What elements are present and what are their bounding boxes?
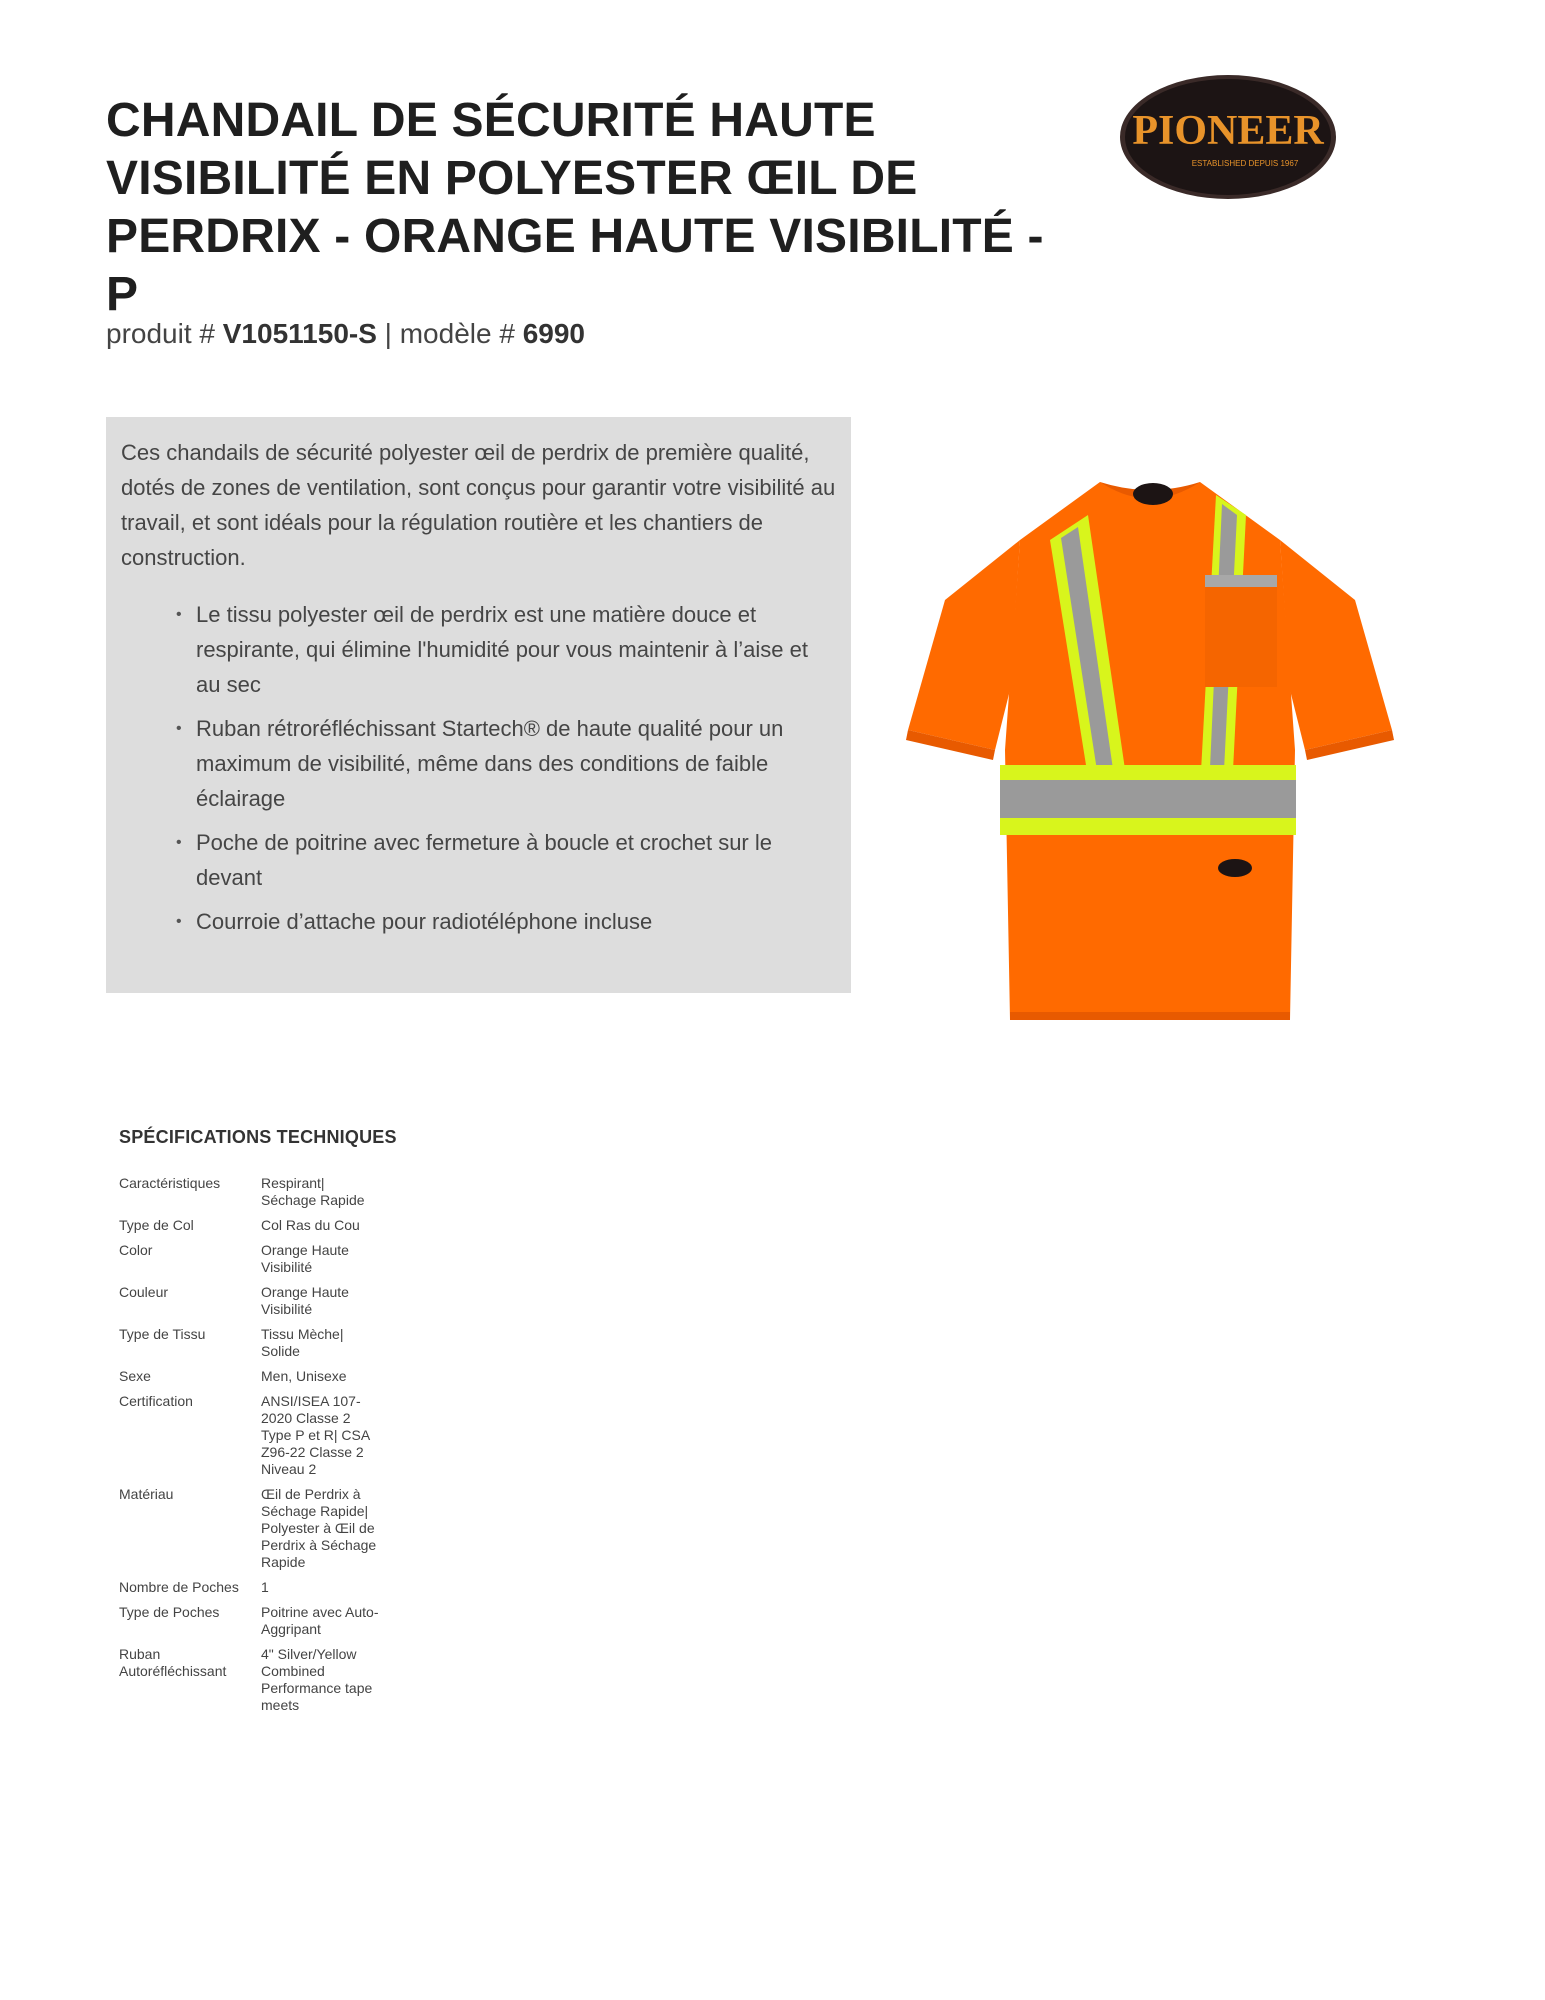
- list-item: [176, 825, 826, 895]
- table-row: [119, 1393, 383, 1486]
- spec-label: Sexe: [119, 1368, 151, 1384]
- table-row: [119, 1579, 383, 1604]
- spec-value: 4" Silver/Yellow Combined Performance tape meets: [261, 1646, 373, 1713]
- spec-value: 1: [261, 1579, 269, 1595]
- spec-label: Matériau: [119, 1486, 174, 1502]
- list-item: [176, 711, 826, 816]
- spec-label: Couleur: [119, 1284, 169, 1300]
- spec-label: Color: [119, 1242, 153, 1258]
- table-row: [119, 1284, 383, 1326]
- model-label: modèle #: [399, 318, 515, 349]
- description-box: [106, 417, 851, 993]
- table-row: [119, 1368, 383, 1393]
- table-row: [119, 1242, 383, 1284]
- table-row: [119, 1175, 383, 1217]
- specs-table: [119, 1175, 383, 1722]
- list-item: [176, 597, 826, 702]
- list-item: [176, 904, 826, 939]
- table-row: [119, 1646, 383, 1722]
- spec-value: Respirant| Séchage Rapide: [261, 1175, 365, 1208]
- feature-text: Poche de poitrine avec fermeture à boucle et crochet sur le devant: [196, 830, 772, 890]
- separator: |: [384, 318, 392, 349]
- logo-tagline: ESTABLISHED DEPUIS 1967: [1191, 159, 1299, 168]
- table-row: [119, 1326, 383, 1368]
- page-title: CHANDAIL DE SÉCURITÉ HAUTE VISIBILITÉ EN POLYESTER ŒIL DE PERDRIX - ORANGE HAUTE VISIBILITÉ - P: [106, 94, 1044, 321]
- spec-value: Poitrine avec Auto-Aggripant: [261, 1604, 379, 1637]
- spec-label: Certification: [119, 1393, 193, 1409]
- table-row: [119, 1217, 383, 1242]
- feature-text: Courroie d’attache pour radiotéléphone incluse: [196, 909, 653, 934]
- product-info-line: [106, 318, 585, 350]
- spec-value: Tissu Mèche| Solide: [261, 1326, 344, 1359]
- pioneer-logo-icon: [1117, 72, 1339, 202]
- product-label: produit #: [106, 318, 215, 349]
- product-image: [900, 460, 1400, 1030]
- model-number: 6990: [522, 318, 585, 349]
- hi-vis-shirt-image: [900, 460, 1400, 1030]
- specs-title: SPÉCIFICATIONS TECHNIQUES: [119, 1127, 397, 1147]
- feature-list: [176, 597, 826, 948]
- spec-value: Men, Unisexe: [261, 1368, 347, 1384]
- feature-text: Le tissu polyester œil de perdrix est une matière douce et respirante, qui élimine l'humidité pour vous maintenir à l’aise et au sec: [196, 602, 808, 697]
- spec-value: Orange Haute Visibilité: [261, 1242, 349, 1275]
- product-number: V1051150-S: [222, 318, 377, 349]
- spec-value: Œil de Perdrix à Séchage Rapide| Polyester à Œil de Perdrix à Séchage Rapide: [261, 1486, 377, 1570]
- spec-label: Ruban Autoréfléchissant: [119, 1646, 227, 1679]
- bullet-icon: •: [176, 834, 182, 851]
- logo-brand-text: PIONEER: [1132, 108, 1324, 154]
- feature-text: Ruban rétroréfléchissant Startech® de haute qualité pour un maximum de visibilité, même dans des conditions de faible éclairage: [196, 716, 784, 811]
- spec-label: Type de Tissu: [119, 1326, 206, 1342]
- bullet-icon: •: [176, 913, 182, 930]
- table-row: [119, 1486, 383, 1579]
- description-intro: Ces chandails de sécurité polyester œil de perdrix de première qualité, dotés de zones de ventilation, sont conçus pour garantir votre visibilité au travail, et sont idéals pour la régulation routière et les chantiers de construction.: [121, 440, 836, 570]
- pioneer-logo: [1117, 72, 1339, 202]
- spec-value: Col Ras du Cou: [261, 1217, 360, 1233]
- table-row: [119, 1604, 383, 1646]
- bullet-icon: •: [176, 720, 182, 737]
- spec-value: Orange Haute Visibilité: [261, 1284, 349, 1317]
- spec-label: Nombre de Poches: [119, 1579, 239, 1595]
- bullet-icon: •: [176, 606, 182, 623]
- spec-value: ANSI/ISEA 107-2020 Classe 2 Type P et R| CSA Z96-22 Classe 2 Niveau 2: [261, 1393, 370, 1477]
- spec-label: Type de Poches: [119, 1604, 220, 1620]
- spec-label: Type de Col: [119, 1217, 194, 1233]
- spec-label: Caractéristiques: [119, 1175, 221, 1191]
